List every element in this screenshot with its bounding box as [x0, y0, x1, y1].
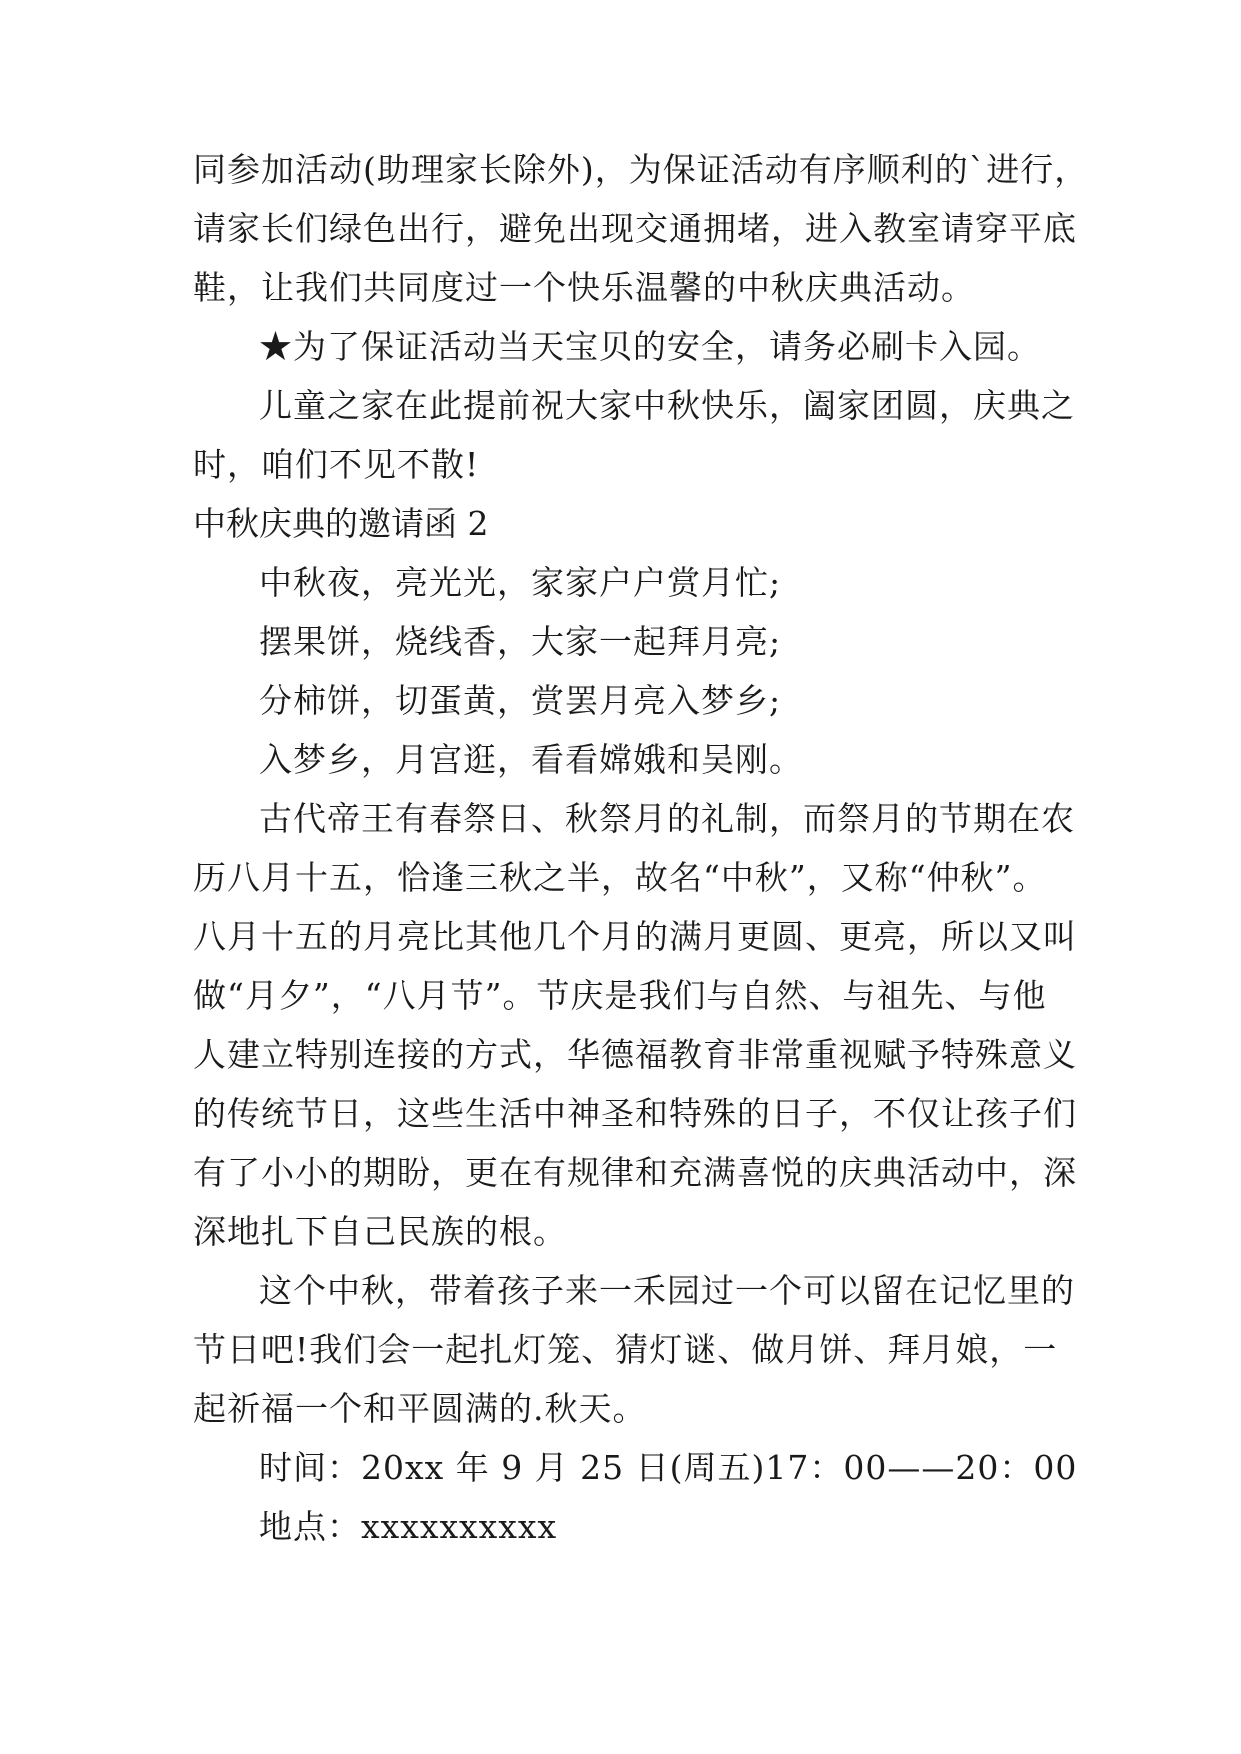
- paragraph-line: 这个中秋，带着孩子来一禾园过一个可以留在记忆里的: [259, 1271, 1075, 1310]
- paragraph-line: 儿童之家在此提前祝大家中秋快乐，阖家团圆，庆典之: [259, 386, 1075, 425]
- paragraph-line: 时，咱们不见不散!: [193, 445, 480, 484]
- paragraph-line: 请家长们绿色出行，避免出现交通拥堵，进入教室请穿平底: [193, 209, 1077, 248]
- paragraph-line: 深地扎下自己民族的根。: [193, 1212, 567, 1251]
- paragraph-line: 起祈福一个和平圆满的.秋天。: [193, 1389, 647, 1428]
- paragraph-line: 人建立特别连接的方式，华德福教育非常重视赋予特殊意义: [193, 1035, 1077, 1074]
- section-heading: 中秋庆典的邀请函 2: [193, 504, 489, 543]
- poem-line: 摆果饼，烧线香，大家一起拜月亮;: [259, 622, 782, 661]
- paragraph-line: 古代帝王有春祭日、秋祭月的礼制，而祭月的节期在农: [259, 799, 1075, 838]
- paragraph-line: 做“月夕”，“八月节”。节庆是我们与自然、与祖先、与他: [193, 976, 1047, 1015]
- event-time: 时间：20xx 年 9 月 25 日(周五)17：00——20：00: [259, 1448, 1078, 1487]
- safety-notice: ★为了保证活动当天宝贝的安全，请务必刷卡入园。: [259, 327, 1041, 366]
- document-body: [193, 140, 1089, 1556]
- paragraph-line: 鞋，让我们共同度过一个快乐温馨的中秋庆典活动。: [193, 268, 975, 307]
- paragraph-line: 同参加活动(助理家长除外)，为保证活动有序顺利的`进行，: [193, 150, 1089, 189]
- poem-line: 入梦乡，月宫逛，看看嫦娥和吴刚。: [259, 740, 803, 779]
- poem-line: 分柿饼，切蛋黄，赏罢月亮入梦乡;: [259, 681, 782, 720]
- paragraph-line: 的传统节日，这些生活中神圣和特殊的日子，不仅让孩子们: [193, 1094, 1077, 1133]
- event-location: 地点：xxxxxxxxxx: [259, 1507, 558, 1546]
- paragraph-line: 历八月十五，恰逢三秋之半，故名“中秋”，又称“仲秋”。: [193, 858, 1047, 897]
- poem-line: 中秋夜，亮光光，家家户户赏月忙;: [259, 563, 782, 602]
- paragraph-line: 节日吧!我们会一起扎灯笼、猜灯谜、做月饼、拜月娘，一: [193, 1330, 1058, 1369]
- paragraph-line: 有了小小的期盼，更在有规律和充满喜悦的庆典活动中，深: [193, 1153, 1077, 1192]
- paragraph-line: 八月十五的月亮比其他几个月的满月更圆、更亮，所以又叫: [193, 917, 1077, 956]
